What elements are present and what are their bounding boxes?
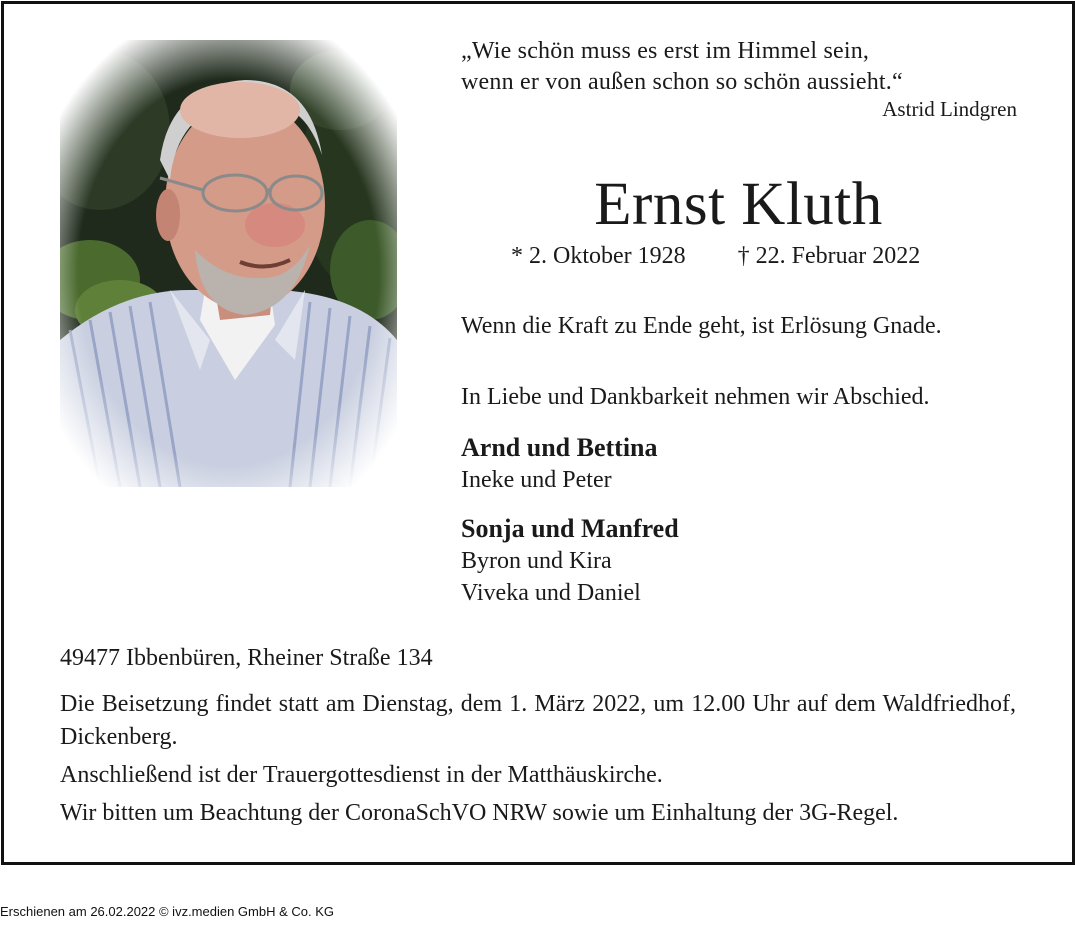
family-member: Byron und Kira — [461, 548, 612, 574]
corona-notice: Wir bitten um Beachtung der CoronaSchVO NRW sowie um Einhaltung der 3G-Regel. — [60, 800, 899, 826]
family-member: Ineke und Peter — [461, 467, 612, 493]
burial-notice: Die Beisetzung findet statt am Dienstag, dem 1. März 2022, um 12.00 Uhr auf dem Waldfriedhof, Dickenberg. — [60, 691, 1016, 750]
birth-date: * 2. Oktober 1928 — [511, 243, 686, 269]
quote-author: Astrid Lindgren — [882, 97, 1017, 121]
motto: Wenn die Kraft zu Ende geht, ist Erlösung Gnade. — [461, 313, 942, 339]
quote — [461, 36, 1016, 98]
family-member: Viveka und Daniel — [461, 580, 641, 606]
family-head: Arnd und Bettina — [461, 433, 658, 462]
farewell-text: In Liebe und Dankbarkeit nehmen wir Abschied. — [461, 384, 930, 410]
quote-line-2: wenn er von außen schon so schön aussieht.“ — [461, 69, 903, 95]
family-head: Sonja und Manfred — [461, 514, 679, 543]
address: 49477 Ibbenbüren, Rheiner Straße 134 — [60, 645, 433, 671]
quote-line-1: „Wie schön muss es erst im Himmel sein, — [461, 38, 870, 64]
death-date: † 22. Februar 2022 — [737, 243, 921, 269]
portrait-photo — [60, 40, 397, 487]
family-group — [461, 513, 679, 609]
service-notice: Anschließend ist der Trauergottesdienst in der Matthäuskirche. — [60, 762, 663, 788]
deceased-name: Ernst Kluth — [594, 171, 883, 238]
publication-footer: Erschienen am 26.02.2022 © ivz.medien GmbH & Co. KG — [0, 904, 335, 919]
family-group — [461, 432, 658, 496]
life-dates — [511, 243, 920, 270]
